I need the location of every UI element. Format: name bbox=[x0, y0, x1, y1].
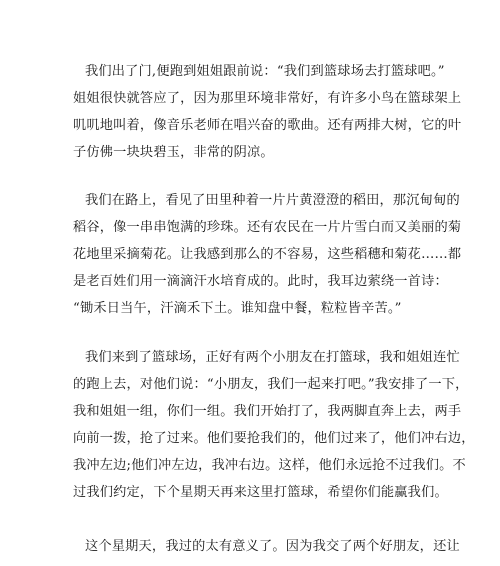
text-line: 姐姐很快就答应了，因为那里环境非常好，有许多小鸟在篮球架上 bbox=[73, 91, 462, 106]
text-line: 子仿佛一块块碧玉，非常的阴凉。 bbox=[73, 145, 274, 160]
text-line: 我们来到了篮球场，正好有两个小朋友在打篮球，我和姐姐连忙 bbox=[85, 350, 460, 365]
paragraph-4 bbox=[0, 539, 500, 566]
text-line: 花地里采摘菊花。让我感到那么的不容易，这些稻穗和菊花……都 bbox=[73, 247, 462, 262]
text-line: 我和姐姐一组，你们一组。我们开始打了，我两脚直奔上去，两手 bbox=[73, 404, 462, 419]
text-line: 过我们约定，下个星期天再来这里打篮球，希望你们能赢我们。 bbox=[73, 485, 448, 500]
text-line: 是老百姓们用一滴滴汗水培育成的。此时，我耳边萦绕一首诗： bbox=[73, 274, 448, 289]
text-line: 向前一拨，抢了过来。他们要抢我们的，他们过来了，他们冲右边， bbox=[73, 431, 475, 446]
text-line: 我们出了门,便跑到姐姐跟前说：“我们到篮球场去打篮球吧。” bbox=[85, 64, 445, 79]
text-line: 的跑上去，对他们说：“小朋友，我们一起来打吧。”我安排了一下， bbox=[73, 377, 469, 392]
paragraph-1 bbox=[0, 64, 500, 172]
paragraph-3 bbox=[0, 350, 500, 512]
text-line: “锄禾日当午，汗滴禾下土。谁知盘中餐，粒粒皆辛苦。” bbox=[73, 301, 402, 316]
text-line: 我们在路上，看见了田里种着一片片黄澄澄的稻田，那沉甸甸的 bbox=[85, 193, 460, 208]
paragraph-2 bbox=[0, 193, 500, 328]
text-line: 稻谷，像一串串饱满的珍珠。还有农民在一片片雪白而又美丽的菊 bbox=[73, 220, 462, 235]
text-line: 这个星期天，我过的太有意义了。因为我交了两个好朋友，还让 bbox=[85, 539, 460, 554]
text-line: 叽叽地叫着，像音乐老师在唱兴奋的歌曲。还有两排大树，它的叶 bbox=[73, 118, 462, 133]
text-line: 我冲左边;他们冲左边，我冲右边。这样，他们永远抢不过我们。不 bbox=[73, 458, 466, 473]
